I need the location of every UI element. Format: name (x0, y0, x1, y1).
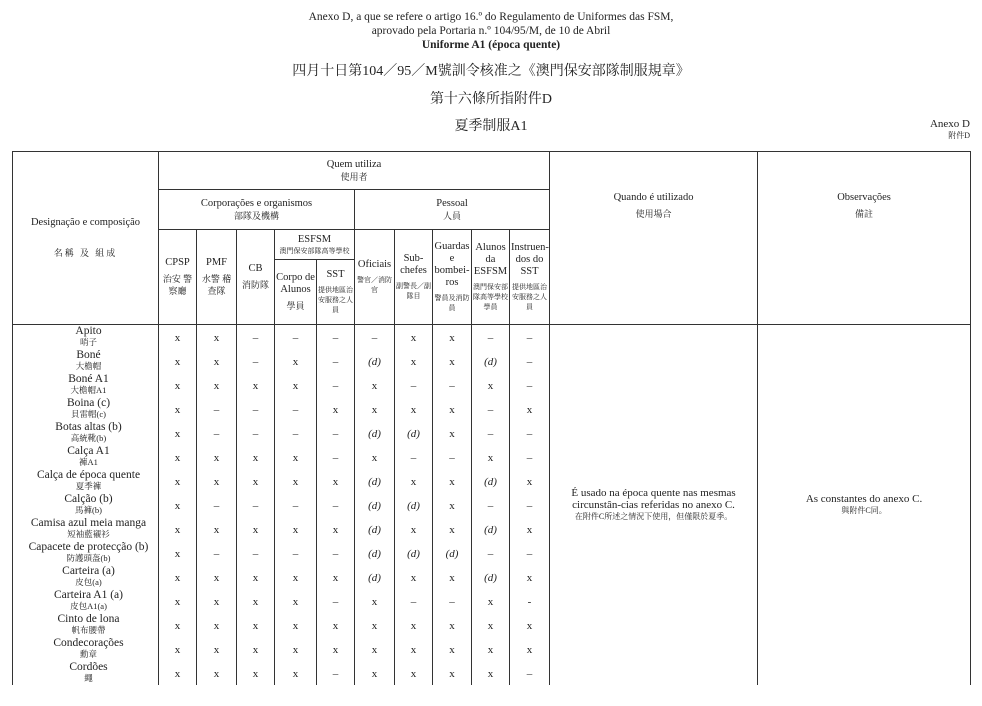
pmf-label: PMF (205, 257, 227, 268)
col-cb (237, 230, 275, 325)
instruendos-label-zh: 提供地區治安服務之人員 (512, 283, 548, 311)
usage-cell: x (237, 373, 275, 397)
usage-cell: – (433, 589, 472, 613)
usage-cell: (d) (395, 541, 433, 565)
usage-cell: (d) (395, 421, 433, 445)
usage-cell: x (433, 421, 472, 445)
annex-label (930, 118, 970, 142)
item-designation (13, 325, 159, 349)
observacoes-text: As constantes do anexo C. (805, 492, 923, 505)
usage-cell: x (275, 349, 317, 373)
col-alunos-esfsm (472, 230, 510, 325)
usage-cell: x (275, 637, 317, 661)
usage-cell: x (159, 517, 197, 541)
uniform-table (12, 151, 971, 685)
usage-cell: x (275, 373, 317, 397)
usage-cell: x (395, 565, 433, 589)
usage-cell: x (237, 517, 275, 541)
item-designation (13, 421, 159, 445)
header-line-3: Uniforme A1 (época quente) (421, 39, 561, 51)
usage-cell: x (472, 589, 510, 613)
col-observacoes (758, 152, 971, 325)
usage-cell: x (433, 565, 472, 589)
usage-cell: x (317, 517, 355, 541)
usage-cell: x (159, 589, 197, 613)
usage-cell: (d) (355, 493, 395, 517)
quando-text-zh: 在附件C所述之情況下使用，但僅限於夏季。 (574, 511, 733, 521)
item-name-zh: 褲A1 (79, 457, 98, 467)
usage-cell: – (472, 421, 510, 445)
usage-cell: x (197, 349, 237, 373)
usage-cell: x (472, 661, 510, 685)
usage-cell: (d) (433, 541, 472, 565)
usage-cell: x (237, 565, 275, 589)
usage-cell: x (275, 613, 317, 637)
usage-cell: x (159, 613, 197, 637)
item-name-zh: 繩 (84, 673, 93, 683)
item-designation (13, 541, 159, 565)
usage-cell: – (433, 445, 472, 469)
item-name-zh: 大檐帽A1 (70, 385, 107, 395)
col-cpsp (159, 230, 197, 325)
usage-cell: x (159, 541, 197, 565)
item-name-pt: Boné (76, 349, 101, 361)
esfsm-header (275, 230, 355, 260)
usage-cell: (d) (472, 517, 510, 541)
usage-cell: (d) (472, 349, 510, 373)
item-name-zh: 防護頭盔(b) (66, 553, 111, 563)
pessoal-label: Pessoal (436, 197, 468, 209)
usage-cell: – (510, 349, 550, 373)
corporacoes-header (159, 190, 355, 230)
col-designacao (13, 152, 159, 325)
quem-utiliza-label: Quem utiliza (326, 158, 382, 170)
usage-cell: x (395, 637, 433, 661)
item-name-zh: 短袖藍襯衫 (67, 529, 110, 539)
usage-cell: – (237, 493, 275, 517)
quem-utiliza-label-zh: 使用者 (340, 171, 368, 182)
item-designation (13, 637, 159, 661)
usage-cell: x (159, 421, 197, 445)
usage-cell: – (510, 493, 550, 517)
usage-cell: x (159, 349, 197, 373)
corpo-alunos-label-zh: 學員 (286, 301, 305, 311)
usage-cell: x (355, 397, 395, 421)
item-designation (13, 565, 159, 589)
observacoes-label-zh: 備註 (855, 209, 874, 219)
usage-cell: x (433, 517, 472, 541)
usage-cell: x (275, 589, 317, 613)
usage-cell: x (317, 469, 355, 493)
item-designation (13, 517, 159, 541)
header-line-2: aprovado pela Portaria n.º 104/95/M, de 10 de Abril (371, 25, 611, 37)
usage-cell: x (159, 325, 197, 349)
corpo-alunos-label: Corpo de Alunos (276, 272, 315, 295)
usage-cell: x (433, 469, 472, 493)
item-name-zh: 哨子 (79, 337, 97, 348)
usage-cell: – (510, 661, 550, 685)
item-designation (13, 373, 159, 397)
quem-utiliza-header (159, 152, 550, 190)
col-oficiais (355, 230, 395, 325)
usage-cell: x (395, 517, 433, 541)
item-name-pt: Calça de época quente (36, 469, 141, 481)
item-designation (13, 589, 159, 613)
sst-label: SST (326, 269, 345, 280)
item-name-pt: Condecorações (53, 637, 124, 649)
item-name-pt: Botas altas (b) (55, 421, 122, 433)
usage-cell: x (197, 589, 237, 613)
item-designation (13, 397, 159, 421)
usage-cell: x (355, 613, 395, 637)
item-name-pt: Boina (c) (66, 397, 111, 409)
usage-cell: – (317, 421, 355, 445)
quando-text: É usado na época quente nas mesmas circunstân-cias referidas no anexo C. (571, 486, 736, 511)
usage-cell: – (237, 421, 275, 445)
usage-cell: x (472, 445, 510, 469)
usage-cell: x (237, 661, 275, 685)
usage-cell: – (472, 325, 510, 349)
usage-cell: – (317, 541, 355, 565)
item-name-zh: 勳章 (79, 649, 97, 659)
usage-cell: x (433, 349, 472, 373)
usage-cell: – (510, 541, 550, 565)
usage-cell: x (395, 661, 433, 685)
usage-cell: – (317, 373, 355, 397)
item-name-pt: Camisa azul meia manga (30, 517, 147, 529)
header-line-1: Anexo D, a que se refere o artigo 16.º do Regulamento de Uniformes das FSM, (308, 11, 674, 23)
col-instruendos (510, 230, 550, 325)
usage-cell: – (275, 421, 317, 445)
usage-cell: – (197, 397, 237, 421)
usage-cell: (d) (355, 565, 395, 589)
annex-label-zh: 附件D (948, 131, 970, 140)
header-zh-line-3: 夏季制服A1 (454, 119, 528, 134)
usage-cell: – (197, 493, 237, 517)
col-sst (317, 260, 355, 325)
col-guardas (433, 230, 472, 325)
usage-cell: x (275, 661, 317, 685)
annex-label-pt: Anexo D (929, 118, 970, 130)
usage-cell: – (317, 589, 355, 613)
usage-cell: – (275, 541, 317, 565)
usage-cell: x (275, 445, 317, 469)
quando-label: Quando é utilizado (613, 192, 694, 203)
item-name-pt: Carteira (a) (62, 565, 115, 577)
usage-cell: x (510, 517, 550, 541)
usage-cell: x (355, 373, 395, 397)
instruendos-label: Instruen-dos do SST (511, 242, 549, 277)
usage-cell: – (355, 325, 395, 349)
quando-label-zh: 使用場合 (635, 209, 672, 219)
observacoes-text-zh: 與附件C同。 (841, 505, 887, 515)
usage-cell: x (395, 397, 433, 421)
usage-cell: – (317, 493, 355, 517)
usage-cell: x (510, 565, 550, 589)
usage-cell: x (395, 613, 433, 637)
alunos-esfsm-label: Alunos da ESFSM (473, 242, 508, 277)
usage-cell: – (237, 325, 275, 349)
usage-cell: (d) (472, 565, 510, 589)
item-name-pt: Cinto de lona (57, 613, 120, 625)
usage-cell: – (472, 541, 510, 565)
item-designation (13, 661, 159, 685)
usage-cell: x (197, 637, 237, 661)
usage-cell: x (275, 517, 317, 541)
item-name-zh: 高統靴(b) (70, 433, 107, 443)
guardas-label: Guardas e bombei-ros (434, 241, 470, 288)
usage-cell: x (159, 565, 197, 589)
corporacoes-label-zh: 部隊及機構 (233, 210, 279, 221)
usage-cell: – (472, 493, 510, 517)
usage-cell: – (317, 445, 355, 469)
usage-cell: x (237, 445, 275, 469)
usage-cell: x (317, 565, 355, 589)
usage-cell: – (472, 397, 510, 421)
pessoal-header (355, 190, 550, 230)
usage-cell: x (237, 469, 275, 493)
col-pmf (197, 230, 237, 325)
sst-label-zh: 提供地區治安服務之人員 (318, 286, 353, 314)
item-name-zh: 皮包(a) (75, 577, 102, 587)
usage-cell: x (197, 613, 237, 637)
item-name-pt: Carteira A1 (a) (54, 589, 123, 601)
usage-cell: – (197, 421, 237, 445)
usage-cell: x (355, 661, 395, 685)
usage-cell: x (159, 493, 197, 517)
usage-cell: x (433, 493, 472, 517)
usage-cell: x (237, 613, 275, 637)
usage-cell: – (197, 541, 237, 565)
usage-cell: – (317, 349, 355, 373)
usage-cell: x (159, 469, 197, 493)
item-name-pt: Apito (75, 325, 102, 338)
usage-cell: x (237, 589, 275, 613)
header-zh-line-1: 四月十日第104／95／M號訓令核准之《澳門保安部隊制服規章》 (292, 64, 690, 79)
usage-cell: – (395, 373, 433, 397)
usage-cell: x (197, 445, 237, 469)
usage-cell: x (159, 445, 197, 469)
usage-cell: x (317, 613, 355, 637)
oficiais-label: Oficiais (357, 259, 392, 270)
usage-cell: x (159, 637, 197, 661)
usage-cell: x (237, 637, 275, 661)
observacoes-label: Observações (837, 192, 891, 203)
esfsm-label: ESFSM (297, 233, 332, 245)
usage-cell: (d) (355, 469, 395, 493)
cb-label: CB (248, 263, 263, 274)
item-name-pt: Capacete de protecção (b) (28, 541, 149, 553)
usage-cell: – (510, 421, 550, 445)
header-zh-line-2: 第十六條所指附件D (429, 92, 553, 107)
item-name-zh: 夏季褲 (75, 481, 102, 491)
usage-cell: x (395, 325, 433, 349)
usage-cell: (d) (472, 469, 510, 493)
cpsp-label: CPSP (165, 257, 190, 268)
usage-cell: x (472, 373, 510, 397)
usage-cell: – (275, 397, 317, 421)
usage-cell: x (275, 469, 317, 493)
designacao-label: Designação e composição (30, 217, 141, 228)
usage-cell: x (472, 613, 510, 637)
usage-cell: x (433, 397, 472, 421)
usage-cell: x (510, 613, 550, 637)
usage-cell: x (433, 637, 472, 661)
usage-cell: – (395, 589, 433, 613)
table-row (13, 325, 971, 349)
col-subchefes (395, 230, 433, 325)
corporacoes-label: Corporações e organismos (200, 197, 313, 209)
usage-cell: x (395, 349, 433, 373)
usage-cell: (d) (355, 421, 395, 445)
usage-cell: x (433, 613, 472, 637)
pmf-label-zh: 水警 稽查隊 (201, 274, 232, 296)
usage-cell: x (159, 397, 197, 421)
item-name-pt: Boné A1 (68, 373, 109, 385)
usage-cell: x (197, 325, 237, 349)
usage-cell: x (510, 469, 550, 493)
usage-cell: – (275, 493, 317, 517)
usage-cell: x (510, 397, 550, 421)
item-name-pt: Calça A1 (67, 445, 110, 457)
uniform-table-body (13, 325, 971, 685)
usage-cell: x (355, 589, 395, 613)
usage-cell: – (433, 373, 472, 397)
item-name-zh: 馬褲(b) (75, 505, 102, 515)
item-name-zh: 大檐帽 (75, 361, 102, 371)
col-corpo-alunos (275, 260, 317, 325)
item-name-pt: Calção (b) (64, 493, 113, 505)
usage-cell: x (510, 637, 550, 661)
usage-cell: – (317, 325, 355, 349)
usage-cell: x (433, 325, 472, 349)
subchefes-label: Sub-chefes (400, 253, 427, 276)
usage-cell: x (317, 397, 355, 421)
item-designation (13, 493, 159, 517)
usage-cell: x (159, 373, 197, 397)
item-name-zh: 皮包A1(a) (70, 601, 107, 611)
observacoes-text-cell (758, 325, 971, 685)
usage-cell: – (237, 397, 275, 421)
usage-cell: x (355, 637, 395, 661)
designacao-label-zh: 名稱 及 組成 (53, 248, 118, 258)
usage-cell: (d) (355, 541, 395, 565)
guardas-label-zh: 警員及消防員 (434, 294, 470, 312)
pessoal-label-zh: 人員 (443, 210, 462, 221)
usage-cell: (d) (355, 349, 395, 373)
item-designation (13, 613, 159, 637)
usage-cell: – (317, 661, 355, 685)
usage-cell: x (197, 517, 237, 541)
usage-cell: x (197, 469, 237, 493)
usage-cell: x (197, 565, 237, 589)
usage-cell: x (197, 373, 237, 397)
cpsp-label-zh: 治安 警察廳 (162, 274, 193, 296)
item-name-zh: 帆布腰帶 (71, 625, 106, 635)
usage-cell: - (510, 589, 550, 613)
usage-cell: – (510, 445, 550, 469)
usage-cell: x (317, 637, 355, 661)
quando-text-cell (550, 325, 758, 685)
usage-cell: – (237, 541, 275, 565)
item-designation (13, 445, 159, 469)
usage-cell: x (472, 637, 510, 661)
usage-cell: x (395, 469, 433, 493)
usage-cell: – (395, 445, 433, 469)
usage-cell: – (237, 349, 275, 373)
oficiais-label-zh: 警官／消防官 (357, 276, 392, 294)
subchefes-label-zh: 副警長／副隊目 (396, 282, 431, 300)
usage-cell: – (275, 325, 317, 349)
item-name-pt: Cordões (69, 661, 108, 673)
usage-cell: (d) (355, 517, 395, 541)
usage-cell: x (433, 661, 472, 685)
cb-label-zh: 消防隊 (241, 280, 269, 290)
esfsm-label-zh: 澳門保安部隊高等學校 (279, 246, 350, 255)
usage-cell: x (159, 661, 197, 685)
item-name-zh: 貝雷帽(c) (71, 409, 106, 419)
usage-cell: – (510, 325, 550, 349)
usage-cell: (d) (395, 493, 433, 517)
usage-cell: x (275, 565, 317, 589)
item-designation (13, 469, 159, 493)
col-quando (550, 152, 758, 325)
usage-cell: x (355, 445, 395, 469)
alunos-esfsm-label-zh: 澳門保安部隊高等學校學員 (473, 283, 508, 311)
usage-cell: x (197, 661, 237, 685)
usage-cell: – (510, 373, 550, 397)
item-designation (13, 349, 159, 373)
